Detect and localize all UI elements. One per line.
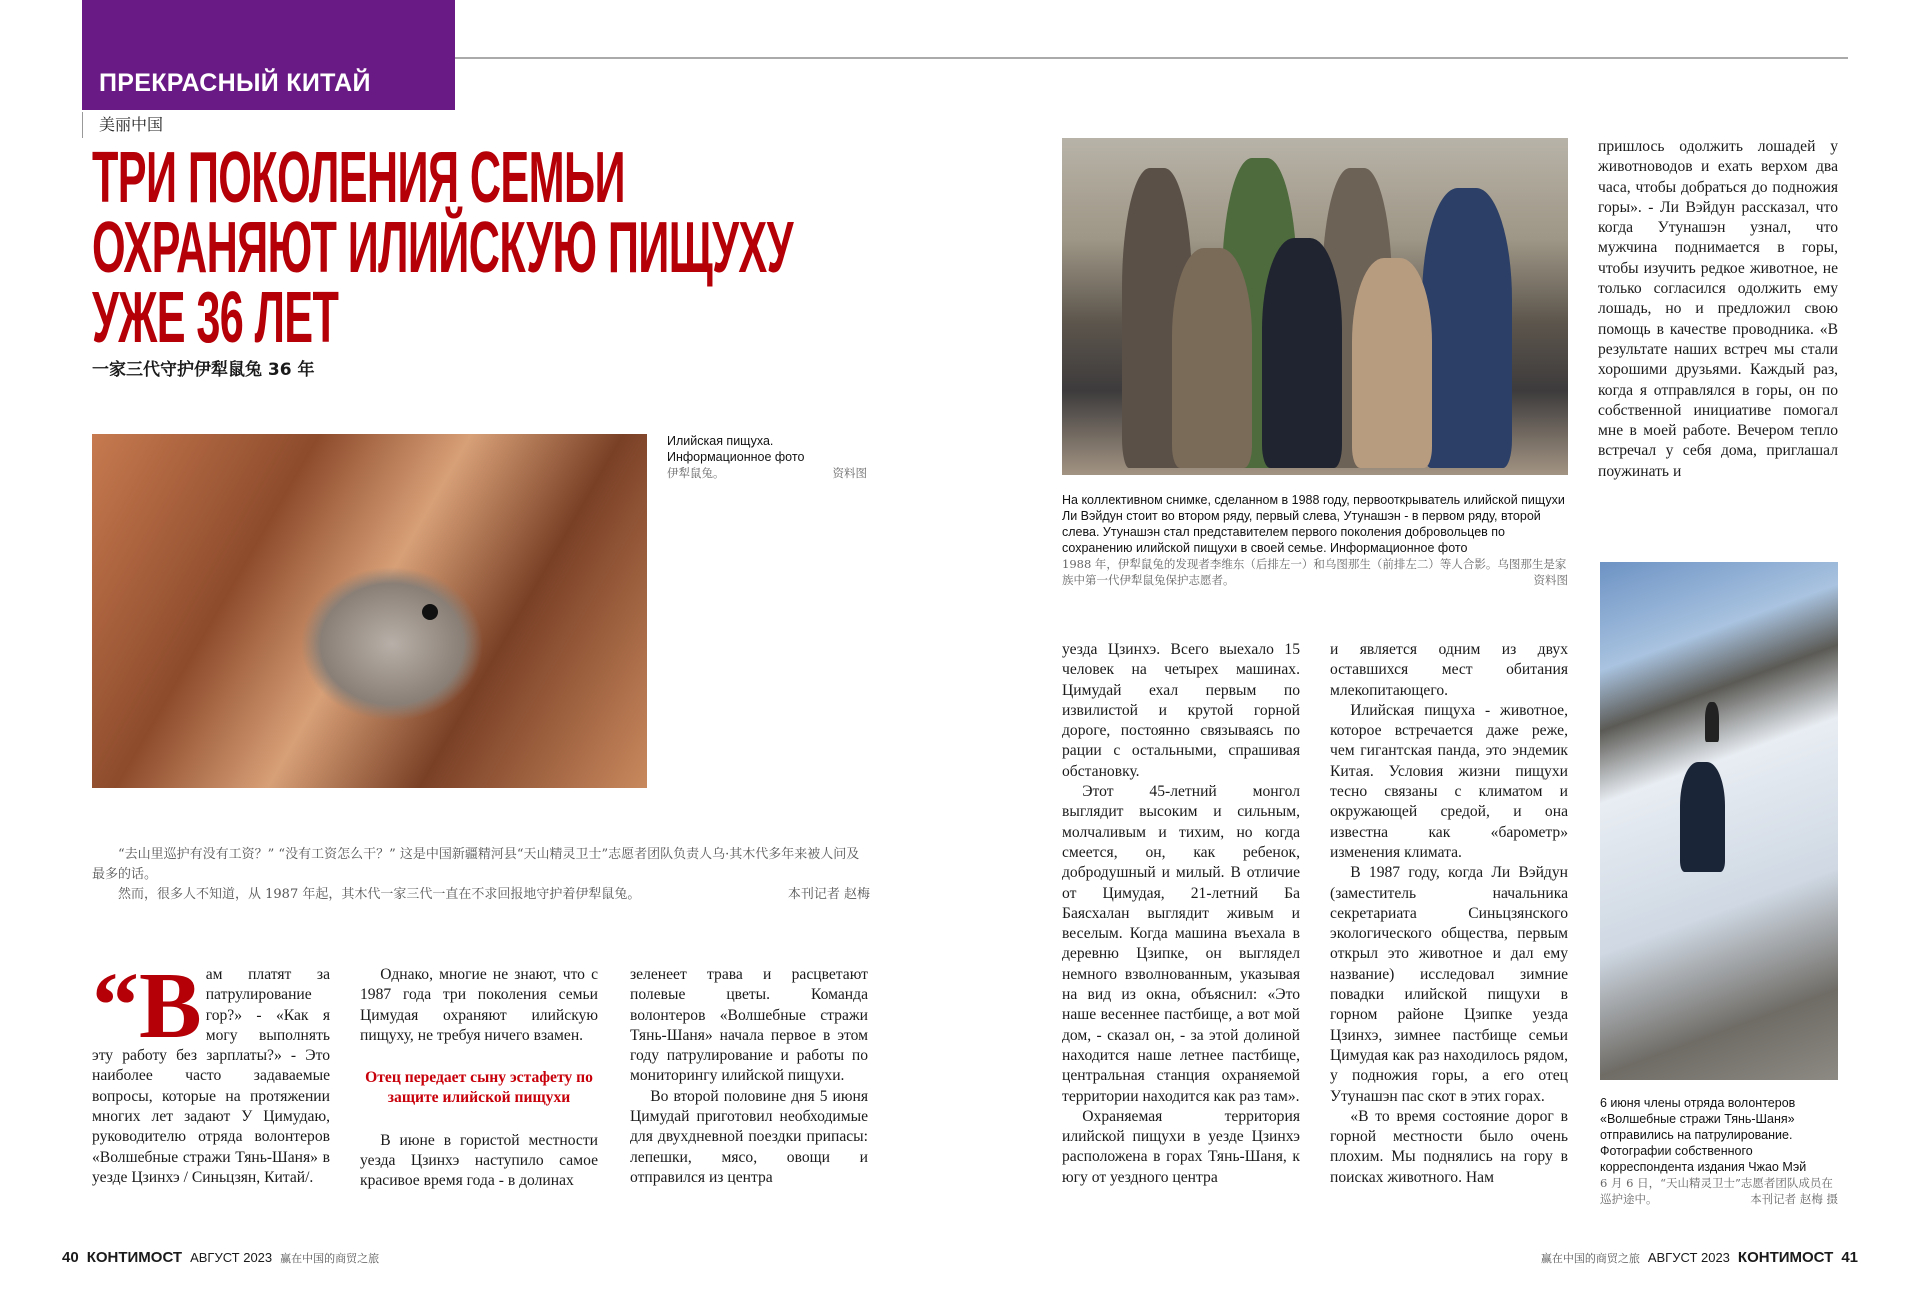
paragraph: Этот 45-летний монгол выглядит высоким и сильным, молчаливым и тихим, но когда смеется, он, как ребенок, добродушный и милый. В отличие от Цимудая, 21-летний Ба Баясхалан выглядит живым и веселым. Когда машина въехала в деревню Цзипке, он выглядел немного взволнованным, указывая на вид из окна, объяснил: «Это наше весеннее пастбище, а вот мой дом, - сказал он, - за этой долиной находится наше летнее пастбище, центральная станция охраняемой территории находится как раз там». <box>1062 783 1300 1105</box>
caption-credit: 资料图 <box>1533 573 1568 587</box>
pika-eye <box>422 604 438 620</box>
byline: 本刊记者 赵梅 <box>787 887 870 902</box>
issue-date: АВГУСТ 2023 <box>1647 1250 1730 1265</box>
page-number: 40 <box>62 1249 79 1266</box>
headline-cn: 一家三代守护伊犁鼠兔 36 年 <box>92 360 315 380</box>
rubric-cn: 美丽中国 <box>82 112 163 138</box>
drop-cap: “В <box>92 954 202 1058</box>
footer-left <box>62 1249 379 1266</box>
paragraph: Во второй половине дня 5 июня Цимудай приготовил необходимые для двухдневной поездки припасы: лепешки, мясо, овощи и отправился из центра <box>630 1087 868 1186</box>
paragraph: Однако, многие не знают, что с 1987 года три поколения семьи Цимудая охраняют илийскую пищуху, не требуя ничего взамен. <box>360 966 598 1044</box>
patrol-photo <box>1600 562 1838 1080</box>
group-caption <box>1062 492 1568 588</box>
headline-line-3: УЖЕ 36 ЛЕТ <box>92 278 339 358</box>
paragraph: Илийская пищуха - животное, которое встречается даже реже, чем гигантская панда, это эндемик Китая. Условия жизни пищухи тесно связаны с климатом и окружающей средой, и она известна как «барометр» изменения климата. <box>1330 701 1568 861</box>
footer-cn: 赢在中国的商贸之旅 <box>1540 1252 1640 1265</box>
headline-line-1: ТРИ ПОКОЛЕНИЯ СЕМЬИ <box>92 138 625 218</box>
paragraph: зеленеет трава и расцветают полевые цветы. Команда волонтеров «Волшебные стражи Тянь-Шаня» начала первое в этом году патрулирование и работы по мониторингу илийской пищухи. <box>630 966 868 1085</box>
page-number: 41 <box>1841 1249 1858 1266</box>
lead-cn <box>92 845 870 905</box>
paragraph: Охраняемая территория илийской пищухи в уезде Цзинхэ расположена в горах Тянь-Шаня, к югу от уездного центра <box>1062 1107 1300 1186</box>
rubric-label: ПРЕКРАСНЫЙ КИТАЙ <box>99 69 371 97</box>
paragraph: и является одним из двух оставшихся мест обитания млекопитающего. <box>1330 641 1568 699</box>
issue-date: АВГУСТ 2023 <box>190 1250 273 1265</box>
caption-credit: 本刊记者 赵梅 摄 <box>1750 1192 1838 1206</box>
caption-cn: 1988 年，伊犁鼠兔的发现者李维东（后排左一）和乌图那生（前排左二）等人合影。乌图那生是家族中第一代伊犁鼠兔保护志愿者。 <box>1062 557 1567 587</box>
right-col-3 <box>1598 137 1838 482</box>
magazine-name: КОНТИМОСТ <box>86 1249 183 1266</box>
header-rule <box>455 57 1848 59</box>
caption-ru: Илийская пищуха. Информационное фото <box>667 434 805 464</box>
left-col-3 <box>630 965 868 1188</box>
caption-ru: На коллективном снимке, сделанном в 1988 году, первооткрыватель илийской пищухи Ли Вэйдун стоит во втором ряду, первый слева, Утунашэн - в первом ряду, второй слева. Утунашэн стал представителем первого поколения добровольцев по сохранению илийской пищухи в своей семье. Информационное фото <box>1062 493 1565 555</box>
paragraph: уезда Цзинхэ. Всего выехало 15 человек на четырех машинах. Цимудай ехал первым по извилистой и крутой горной дороге, постоянно связываясь по рации с остальными, спрашивая обстановку. <box>1062 641 1300 780</box>
paragraph: «В то время состояние дорог в горной местности было очень плохим. Мы поднялись на гору в поисках животного. Нам <box>1330 1107 1568 1186</box>
caption-ru: 6 июня члены отряда волонтеров «Волшебные стражи Тянь-Шаня» отправились на патрулирование. Фотографии собственного корреспондента издания Чжао Мэй <box>1600 1096 1807 1174</box>
paragraph: В июне в гористой местности уезда Цзинхэ наступило самое красивое время года - в долинах <box>360 1131 598 1190</box>
headline-line-2: ОХРАНЯЮТ ИЛИЙСКУЮ ПИЩУХУ <box>92 208 793 288</box>
magazine-name: КОНТИМОСТ <box>1737 1249 1834 1266</box>
group-photo <box>1062 138 1568 475</box>
caption-cn: 伊犁鼠兔。 <box>667 466 725 480</box>
left-col-1 <box>92 954 330 1188</box>
caption-cn: 6 月 6 日，“天山精灵卫士”志愿者团队成员在巡护途中。 <box>1600 1176 1833 1206</box>
paragraph: ам платят за патрулирование гор?» - «Как я могу выполнять эту работу без зарплаты?» - Это наиболее часто задаваемые вопросы, которые на протяжении многих лет задают У Цимудаю, руководителю отряда волонтеров «Волшебные стражи Тянь-Шаня» в уезде Цзинхэ / Синьцзян, Китай/. <box>92 966 330 1186</box>
footer-cn: 赢在中国的商贸之旅 <box>280 1252 380 1265</box>
caption-credit: 资料图 <box>832 466 867 480</box>
right-col-2 <box>1330 640 1568 1188</box>
right-col-1 <box>1062 640 1300 1188</box>
paragraph: пришлось одолжить лошадей у животноводов и ехать верхом два часа, чтобы добраться до подножия горы». - Ли Вэйдун рассказал, что когда Утунашэн узнал, что мужчина поднимается в горы, чтобы изучить редкое животное, не только согласился одолжить ему лошадь, но и предложил свою помощь в качестве проводника. «В результате наших встреч мы стали хорошими друзьями. Каждый раз, когда я отправлялся в горы, он по собственной инициативе помогал мне в моей работе. Вечером тепло встречал у себя дома, приглашал поужинать и <box>1598 138 1838 480</box>
lead-p2: 然而，很多人不知道，从 1987 年起，其木代一家三代一直在不求回报地守护着伊犁鼠兔。 <box>118 887 641 902</box>
lead-p1: “去山里巡护有没有工资？” “没有工资怎么干？” 这是中国新疆精河县“天山精灵卫士”志愿者团队负责人乌·其木代多年来被人问及最多的话。 <box>92 847 860 882</box>
paragraph: В 1987 году, когда Ли Вэйдун (заместитель начальника секретариата Синьцзянского экологического общества, первым открыл это животное и дал ему название) исследовал зимние повадки илийской пищухи в горном районе Цзипке уезда Цзинхэ, зимнее пастбище семьи Цимудая как раз находилось рядом, у подножия горы, а его отец Утунашэн пас скот в этих горах. <box>1330 864 1568 1105</box>
subheading: Отец передает сыну эстафету по защите илийской пищухи <box>365 1069 593 1107</box>
pika-photo <box>92 434 647 788</box>
footer-right <box>1541 1249 1858 1266</box>
pika-caption <box>667 433 867 481</box>
patrol-caption <box>1600 1095 1838 1207</box>
left-col-2 <box>360 965 598 1192</box>
section-rubric <box>82 0 455 110</box>
